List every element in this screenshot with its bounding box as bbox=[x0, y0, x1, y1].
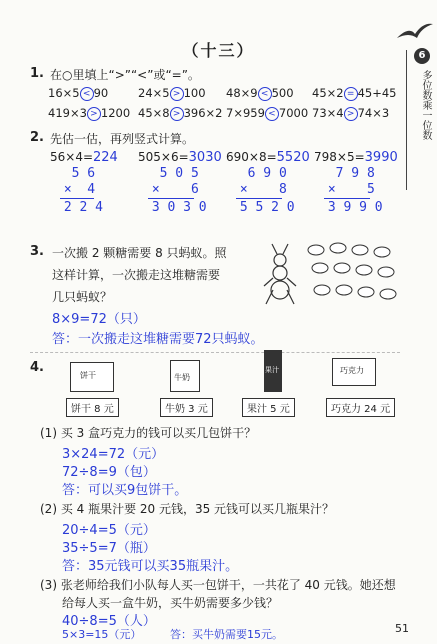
juice-label: 果汁 bbox=[265, 366, 279, 374]
vertical-calc-line: × 8 bbox=[232, 182, 287, 197]
q1-item bbox=[138, 86, 206, 101]
expression-text: 56×4= bbox=[50, 150, 94, 164]
expression-answer: 224 bbox=[93, 150, 118, 165]
expression-answer: 3990 bbox=[364, 150, 398, 165]
price-biscuit: 饼干 8 元 bbox=[66, 398, 119, 417]
right-expr: 74×3 bbox=[357, 106, 390, 120]
q1-item bbox=[138, 106, 223, 121]
comparison-circle[interactable]: > bbox=[344, 107, 358, 121]
expression-answer: 3030 bbox=[188, 150, 222, 165]
left-expr: 7×959 bbox=[226, 106, 265, 120]
price-juice: 果汁 5 元 bbox=[242, 398, 295, 417]
unit-title: 多位数乘一位数 bbox=[420, 70, 431, 140]
right-expr: 1200 bbox=[100, 106, 131, 120]
q4-3-answer: 答：买牛奶需要15元。 bbox=[170, 628, 283, 641]
q4-number: 4. bbox=[30, 360, 44, 375]
comparison-circle[interactable]: < bbox=[258, 87, 272, 101]
vertical-calc-line: 5 5 2 0 bbox=[232, 200, 295, 215]
q4-2-question: (2) 买 4 瓶果汁要 20 元钱，35 元钱可以买几瓶果汁？ bbox=[40, 502, 335, 516]
vertical-calc-rule bbox=[60, 198, 94, 199]
q4-1-step-1: 3×24=72（元） bbox=[62, 447, 165, 462]
right-expr: 100 bbox=[183, 86, 206, 100]
price-milk: 牛奶 3 元 bbox=[160, 398, 213, 417]
q1-item bbox=[312, 86, 397, 101]
left-expr: 16×5 bbox=[48, 86, 80, 100]
vertical-calc-line: 3 0 3 0 bbox=[144, 200, 207, 215]
vertical-calc-line: 3 9 9 0 bbox=[320, 200, 383, 215]
right-expr: 90 bbox=[93, 86, 109, 100]
right-expr: 500 bbox=[271, 86, 294, 100]
q4-1-question: (1) 买 3 盒巧克力的钱可以买几包饼干？ bbox=[40, 426, 257, 440]
q1-prompt: 在○里填上“>”“<”或“=”。 bbox=[50, 68, 200, 82]
right-expr: 7000 bbox=[278, 106, 309, 120]
q2-expression bbox=[50, 150, 118, 165]
vertical-calc-line: × 5 bbox=[320, 182, 375, 197]
q1-item bbox=[312, 106, 389, 121]
q4-2-answer: 答：35元钱可以买35瓶果汁。 bbox=[62, 559, 239, 574]
expression-answer: 5520 bbox=[276, 150, 310, 165]
left-expr: 419×3 bbox=[48, 106, 87, 120]
q3-calc: 8×9=72（只） bbox=[52, 312, 146, 327]
milk-label: 牛奶 bbox=[174, 373, 190, 382]
q4-1-answer: 答：可以买9包饼干。 bbox=[62, 483, 188, 498]
left-expr: 45×2 bbox=[312, 86, 344, 100]
q4-3-question-1: (3) 张老师给我们小队每人买一包饼干，一共花了 40 元钱。她还想 bbox=[40, 578, 396, 592]
q4-1-step-2: 72÷8=9（包） bbox=[62, 465, 156, 480]
q4-3-step-1: 40÷8=5（人） bbox=[62, 614, 156, 629]
q2-prompt: 先估一估，再列竖式计算。 bbox=[50, 132, 195, 146]
expression-text: 505×6= bbox=[138, 150, 189, 164]
q1-item bbox=[48, 86, 108, 101]
right-expr: 45+45 bbox=[357, 86, 397, 100]
q1-item bbox=[226, 106, 308, 121]
q3-answer: 答：一次搬走这堆糖需要72只蚂蚁。 bbox=[52, 332, 264, 347]
q1-item bbox=[226, 86, 294, 101]
q4-2-step-2: 35÷5=7（瓶） bbox=[62, 541, 156, 556]
q3-line-2: 这样计算，一次搬走这堆糖需要 bbox=[52, 268, 221, 282]
left-expr: 45×8 bbox=[138, 106, 170, 120]
q3-line-1: 一次搬 2 颗糖需要 8 只蚂蚁。照 bbox=[52, 246, 227, 260]
vertical-calc-rule bbox=[148, 198, 194, 199]
page-title: （十三） bbox=[182, 41, 255, 60]
price-chocolate: 巧克力 24 元 bbox=[326, 398, 395, 417]
vertical-calc-line: 6 9 0 bbox=[232, 166, 287, 181]
comparison-circle[interactable]: < bbox=[80, 87, 94, 101]
vertical-calc-line: 5 0 5 bbox=[144, 166, 199, 181]
expression-text: 690×8= bbox=[226, 150, 277, 164]
q2-number: 2. bbox=[30, 130, 44, 145]
vertical-calc-rule bbox=[236, 198, 282, 199]
biscuit-label: 饼干 bbox=[80, 371, 96, 380]
vertical-calc-line: × 6 bbox=[144, 182, 199, 197]
expression-text: 798×5= bbox=[314, 150, 365, 164]
q1-item bbox=[48, 106, 130, 121]
comparison-circle[interactable]: < bbox=[265, 107, 279, 121]
ant-candy-illustration bbox=[258, 238, 400, 313]
q3-number: 3. bbox=[30, 244, 44, 259]
q4-2-step-1: 20÷4=5（元） bbox=[62, 523, 156, 538]
vertical-calc-line: × 4 bbox=[56, 182, 96, 197]
q3-line-3: 几只蚂蚁？ bbox=[52, 290, 113, 304]
vertical-calc-line: 7 9 8 bbox=[320, 166, 375, 181]
q2-expression bbox=[314, 150, 398, 165]
comparison-circle[interactable]: > bbox=[170, 87, 184, 101]
right-expr: 396×2 bbox=[183, 106, 223, 120]
bird-icon bbox=[395, 20, 435, 44]
vertical-calc-rule bbox=[324, 198, 370, 199]
q1-number: 1. bbox=[30, 66, 44, 81]
q4-3-step-2: 5×3=15（元） bbox=[62, 628, 142, 641]
comparison-circle[interactable]: > bbox=[170, 107, 184, 121]
left-expr: 73×4 bbox=[312, 106, 344, 120]
q2-expression bbox=[226, 150, 310, 165]
comparison-circle[interactable]: > bbox=[87, 107, 101, 121]
q4-3-question-2: 给每人买一盒牛奶，买牛奶需要多少钱？ bbox=[62, 596, 279, 610]
vertical-calc-line: 2 2 4 bbox=[56, 200, 103, 215]
q2-expression bbox=[138, 150, 222, 165]
section-divider bbox=[30, 352, 400, 353]
comparison-circle[interactable]: = bbox=[344, 87, 358, 101]
page-number: 51 bbox=[395, 622, 409, 635]
unit-badge: 6 bbox=[414, 48, 430, 64]
left-expr: 24×5 bbox=[138, 86, 170, 100]
left-expr: 48×9 bbox=[226, 86, 258, 100]
chocolate-label: 巧克力 bbox=[340, 366, 364, 375]
vertical-calc-line: 5 6 bbox=[56, 166, 96, 181]
